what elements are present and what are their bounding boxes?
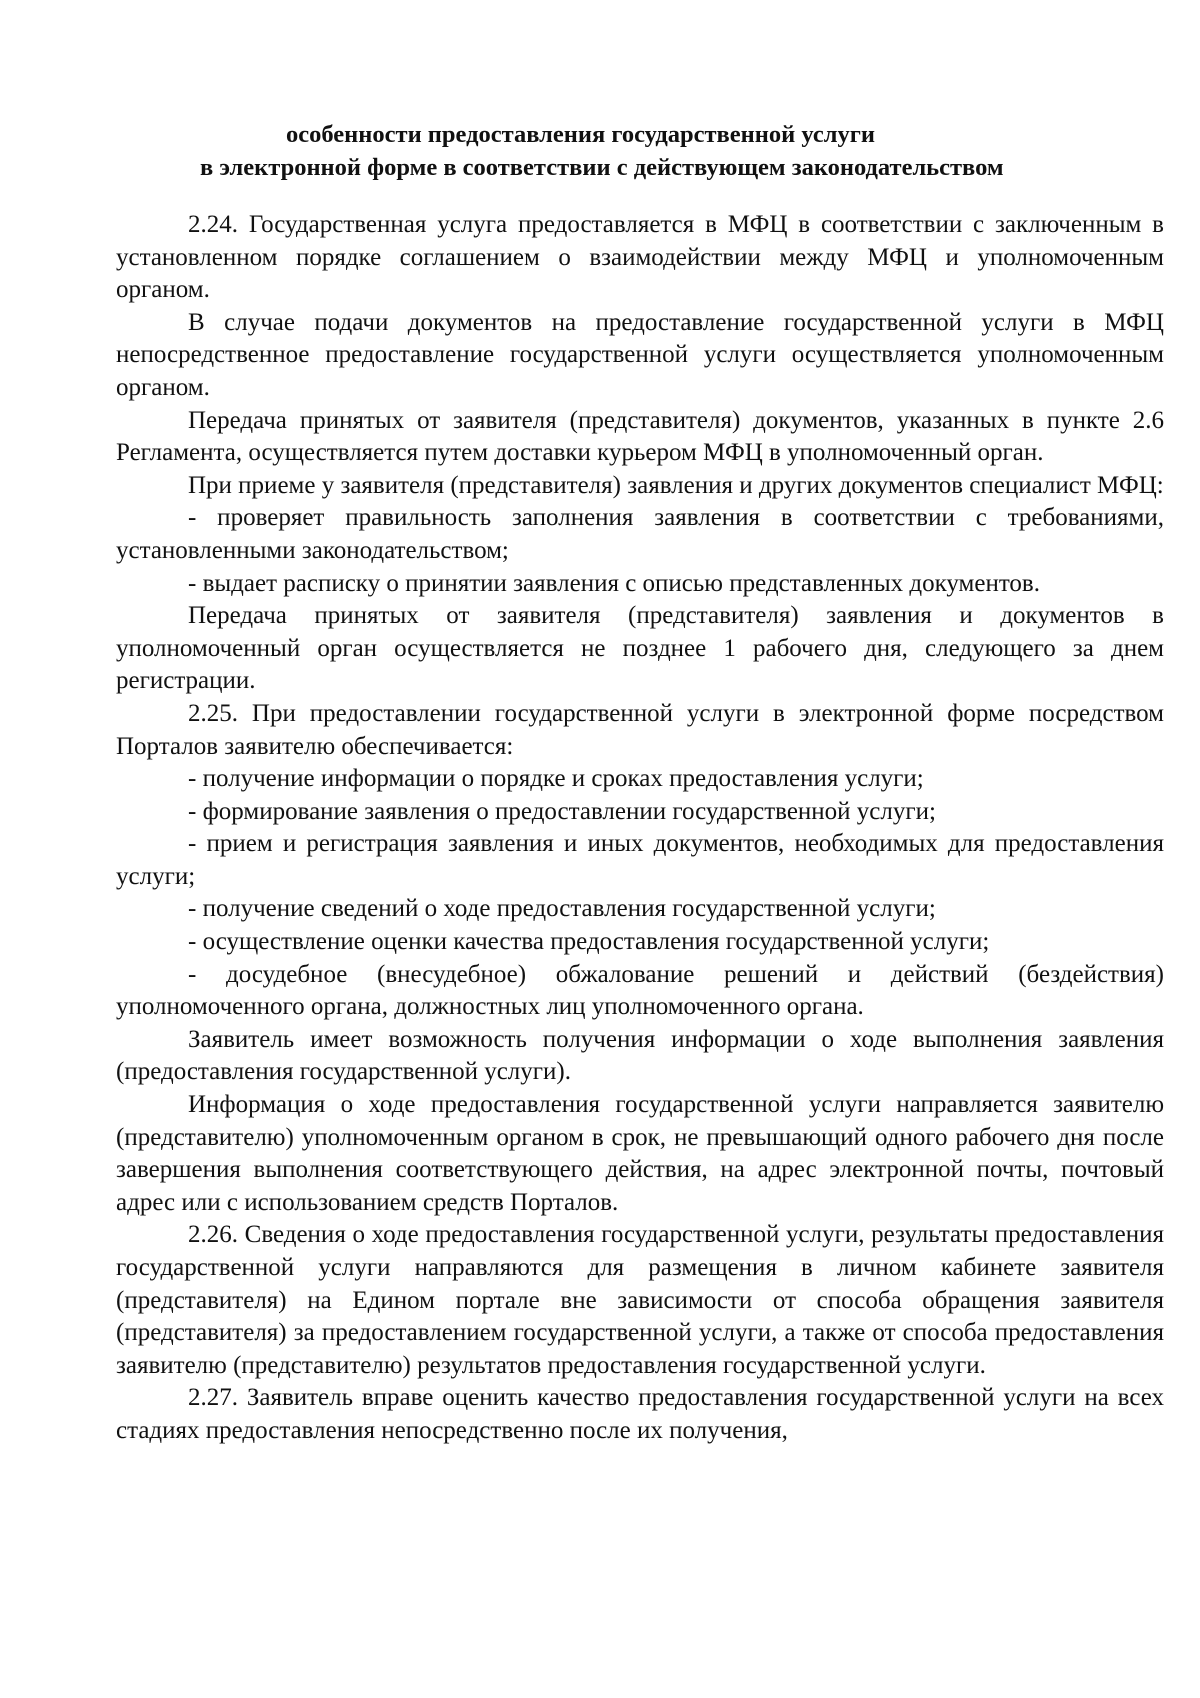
list-item: - досудебное (внесудебное) обжалование решений и действий (бездействия) уполномоченного органа, должностных лиц уполномоченного органа. [116,960,1164,1021]
paragraph: Информация о ходе предоставления государственной услуги направляется заявителю (представителю) уполномоченным органом в срок, не превышающий одного рабочего дня после завершения выполнения соответствующего действия, на адрес электронной почты, почтовый адрес или с использованием средств Порталов. [116,1091,1164,1216]
paragraph-2-24: 2.24. Государственная услуга предоставляется в МФЦ в соответствии с заключенным в установленном порядке соглашением о взаимодействии между МФЦ и уполномоченным органом. [116,211,1164,304]
paragraph: В случае подачи документов на предоставление государственной услуги в МФЦ непосредственное предоставление государственной услуги осуществляется уполномоченным органом. [116,308,1164,401]
paragraph: Передача принятых от заявителя (представителя) заявления и документов в уполномоченный орган осуществляется не позднее 1 рабочего дня, следующего за днем регистрации. [116,602,1164,695]
list-item: - получение информации о порядке и сроках предоставления услуги; [188,765,924,793]
paragraph-2-25: 2.25. При предоставлении государственной услуги в электронной форме посредством Порталов заявителю обеспечивается: [116,699,1164,760]
section-heading [116,118,1164,184]
paragraph: При приеме у заявителя (представителя) заявления и других документов специалист МФЦ: [188,471,1164,499]
list-item: - проверяет правильность заполнения заявления в соответствии с требованиями, установленными законодательством; [116,504,1164,564]
heading-line-2: в электронной форме в соответствии с действующем законодательством [200,154,1004,181]
paragraph: Передача принятых от заявителя (представителя) документов, указанных в пункте 2.6 Регламента, осуществляется путем доставки курьером МФЦ в уполномоченный орган. [116,406,1164,467]
heading-line-1: особенности предоставления государственной услуги [286,121,875,148]
paragraph-2-26: 2.26. Сведения о ходе предоставления государственной услуги, результаты предоставления государственной услуги направляются для размещения в личном кабинете заявителя (представителя) на Едином портале вне зависимости от способа обращения заявителя (представителя) за предоставлением государственной услуги, а также от способа предоставления заявителю (представителю) результатов предоставления государственной услуги. [116,1221,1164,1379]
list-item: - получение сведений о ходе предоставления государственной услуги; [188,895,936,923]
list-item: - формирование заявления о предоставлении государственной услуги; [188,797,936,825]
paragraph: Заявитель имеет возможность получения информации о ходе выполнения заявления (предоставления государственной услуги). [116,1025,1164,1086]
document-body [116,209,1164,1448]
list-item: - осуществление оценки качества предоставления государственной услуги; [188,928,990,956]
list-item: - выдает расписку о принятии заявления с описью представленных документов. [188,569,1040,597]
list-item: - прием и регистрация заявления и иных документов, необходимых для предоставления услуги; [116,830,1164,890]
paragraph-2-27: 2.27. Заявитель вправе оценить качество предоставления государственной услуги на всех стадиях предоставления непосредственно после их получения, [116,1384,1164,1444]
